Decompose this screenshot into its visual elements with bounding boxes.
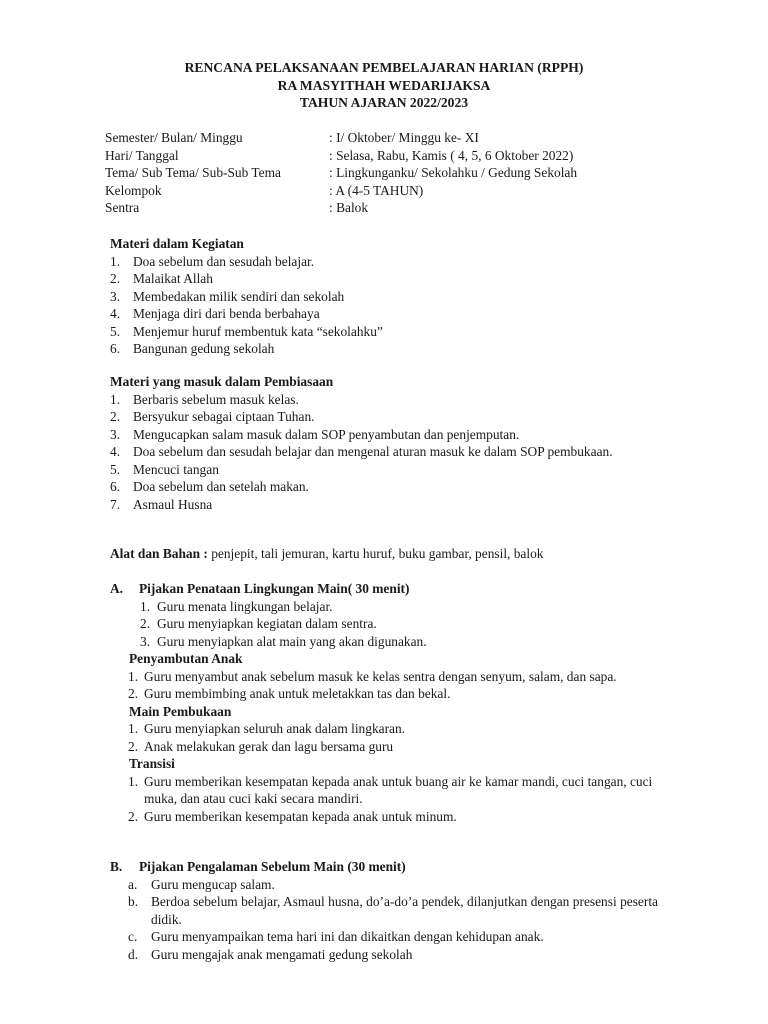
item-number: 3.: [110, 288, 121, 304]
item-text: Berdoa sebelum belajar, Asmaul husna, do’a-do’a pendek, dilanjutkan dengan presensi peserta didik.: [151, 894, 658, 927]
transisi-heading: Transisi: [129, 756, 175, 771]
info-label: Tema/ Sub Tema/ Sub-Sub Tema: [105, 165, 281, 180]
info-label: Semester/ Bulan/ Minggu: [105, 130, 243, 145]
list-item: [128, 893, 658, 928]
academic-year: TAHUN AJARAN 2022/2023: [299, 95, 469, 110]
list-item: [110, 288, 658, 306]
item-number: 2.: [110, 271, 121, 286]
item-number: 6.: [110, 341, 121, 356]
item-text: Guru menyiapkan kegiatan dalam sentra.: [157, 616, 377, 631]
info-value: : Selasa, Rabu, Kamis ( 4, 5, 6 Oktober 2022): [329, 147, 574, 163]
info-label: Hari/ Tanggal: [105, 147, 179, 163]
list-item: [128, 808, 658, 826]
item-number: 1.: [110, 253, 121, 269]
item-text: Menjemur huruf membentuk kata “sekolahku”: [133, 323, 383, 339]
section-b-title-row: [110, 858, 658, 876]
info-value: : A (4-5 TAHUN): [329, 182, 424, 198]
pembiasaan-section: [110, 373, 658, 513]
list-item: [110, 496, 658, 514]
item-text: Guru menyampaikan tema hari ini dan dikaitkan dengan kehidupan anak.: [151, 929, 544, 944]
item-text: Doa sebelum dan sesudah belajar.: [133, 253, 315, 269]
list-item: [110, 461, 658, 479]
item-number: 1.: [128, 773, 139, 789]
item-number: 1.: [110, 391, 121, 407]
item-text: Guru menata lingkungan belajar.: [157, 598, 333, 614]
item-text: Membedakan milik sendiri dan sekolah: [133, 288, 345, 304]
section-a: [110, 580, 658, 825]
item-text: Guru menyambut anak sebelum masuk ke kelas sentra dengan senyum, salam, dan sapa.: [144, 668, 617, 684]
item-text: Mencuci tangan: [133, 461, 219, 477]
list-item: [140, 598, 658, 616]
item-text: Asmaul Husna: [133, 496, 213, 512]
list-item: [110, 340, 658, 358]
item-number: 1.: [140, 598, 151, 614]
list-item: [128, 773, 658, 808]
school-name: RA MASYITHAH WEDARIJAKSA: [277, 78, 491, 93]
alat-label: Alat dan Bahan :: [110, 546, 208, 561]
item-number: 2.: [128, 686, 139, 701]
list-item: [128, 928, 658, 946]
item-text: Guru menyiapkan alat main yang akan digunakan.: [157, 633, 427, 649]
list-item: [110, 391, 658, 409]
item-text: Berbaris sebelum masuk kelas.: [133, 391, 299, 407]
item-text: Mengucapkan salam masuk dalam SOP penyambutan dan penjemputan.: [133, 426, 520, 442]
list-item: [110, 323, 658, 341]
list-item: [128, 946, 658, 964]
info-label: Sentra: [105, 200, 140, 215]
item-letter: b.: [128, 894, 139, 909]
item-text: Guru membimbing anak untuk meletakkan tas dan bekal.: [144, 686, 451, 701]
list-item: [128, 876, 658, 894]
list-item: [110, 270, 658, 288]
item-text: Bersyukur sebagai ciptaan Tuhan.: [133, 409, 315, 424]
item-text: Bangunan gedung sekolah: [133, 341, 275, 356]
list-item: [110, 253, 658, 271]
materi-heading: Materi dalam Kegiatan: [110, 236, 244, 251]
list-item: [110, 443, 658, 461]
item-number: 3.: [110, 426, 121, 442]
item-number: 4.: [110, 306, 121, 321]
item-letter: a.: [128, 876, 138, 892]
item-number: 2.: [128, 808, 139, 824]
alat-value: penjepit, tali jemuran, kartu huruf, buku gambar, pensil, balok: [207, 546, 544, 561]
item-text: Guru mengucap salam.: [151, 876, 275, 892]
info-value: : Balok: [329, 200, 369, 215]
list-item: [110, 408, 658, 426]
info-value: : I/ Oktober/ Minggu ke- XI: [329, 130, 479, 145]
penyambutan-heading: Penyambutan Anak: [129, 651, 243, 666]
list-item: [110, 426, 658, 444]
section-a-title-row: [110, 580, 658, 598]
item-number: 3.: [140, 633, 151, 649]
alat-bahan: [110, 546, 544, 562]
list-item: [128, 668, 658, 686]
item-number: 1.: [128, 668, 139, 684]
item-text: Malaikat Allah: [133, 271, 213, 286]
section-a-title: Pijakan Penataan Lingkungan Main( 30 menit): [139, 581, 410, 596]
list-item: [128, 685, 658, 703]
item-letter: d.: [128, 946, 139, 962]
list-item: [128, 738, 658, 756]
item-number: 4.: [110, 444, 121, 459]
list-item: [110, 305, 658, 323]
info-label: Kelompok: [105, 182, 162, 198]
item-text: Menjaga diri dari benda berbahaya: [133, 306, 320, 321]
list-item: [140, 615, 658, 633]
item-letter: c.: [128, 929, 138, 944]
section-letter: A.: [110, 581, 124, 596]
list-item: [128, 720, 658, 738]
list-item: [110, 478, 658, 496]
item-text: Doa sebelum dan setelah makan.: [133, 479, 309, 494]
info-value: : Lingkunganku/ Sekolahku / Gedung Sekolah: [329, 165, 578, 180]
item-number: 5.: [110, 323, 121, 339]
pembukaan-heading: Main Pembukaan: [129, 703, 232, 719]
materi-section: [110, 235, 658, 358]
item-number: 1.: [128, 721, 139, 736]
section-b-title: Pijakan Pengalaman Sebelum Main (30 menit): [139, 859, 406, 874]
section-letter: B.: [110, 859, 123, 874]
list-item: [140, 633, 658, 651]
item-number: 7.: [110, 496, 121, 512]
item-text: Anak melakukan gerak dan lagu bersama guru: [144, 738, 394, 754]
item-text: Guru memberikan kesempatan kepada anak untuk buang air ke kamar mandi, cuci tangan, cuci muka, dan atau cuci kaki secara mandiri.: [144, 773, 653, 806]
pembiasaan-heading: Materi yang masuk dalam Pembiasaan: [110, 374, 334, 389]
item-text: Doa sebelum dan sesudah belajar dan mengenal aturan masuk ke dalam SOP pembukaan.: [133, 444, 613, 459]
section-b: [110, 858, 658, 963]
item-number: 6.: [110, 479, 121, 494]
item-number: 5.: [110, 461, 121, 477]
item-number: 2.: [110, 409, 121, 424]
document-title: RENCANA PELAKSANAAN PEMBELAJARAN HARIAN (RPPH): [184, 60, 584, 75]
item-text: Guru memberikan kesempatan kepada anak untuk minum.: [144, 808, 457, 824]
item-number: 2.: [128, 738, 139, 754]
item-number: 2.: [140, 616, 151, 631]
item-text: Guru menyiapkan seluruh anak dalam lingkaran.: [144, 721, 406, 736]
item-text: Guru mengajak anak mengamati gedung sekolah: [151, 946, 413, 962]
